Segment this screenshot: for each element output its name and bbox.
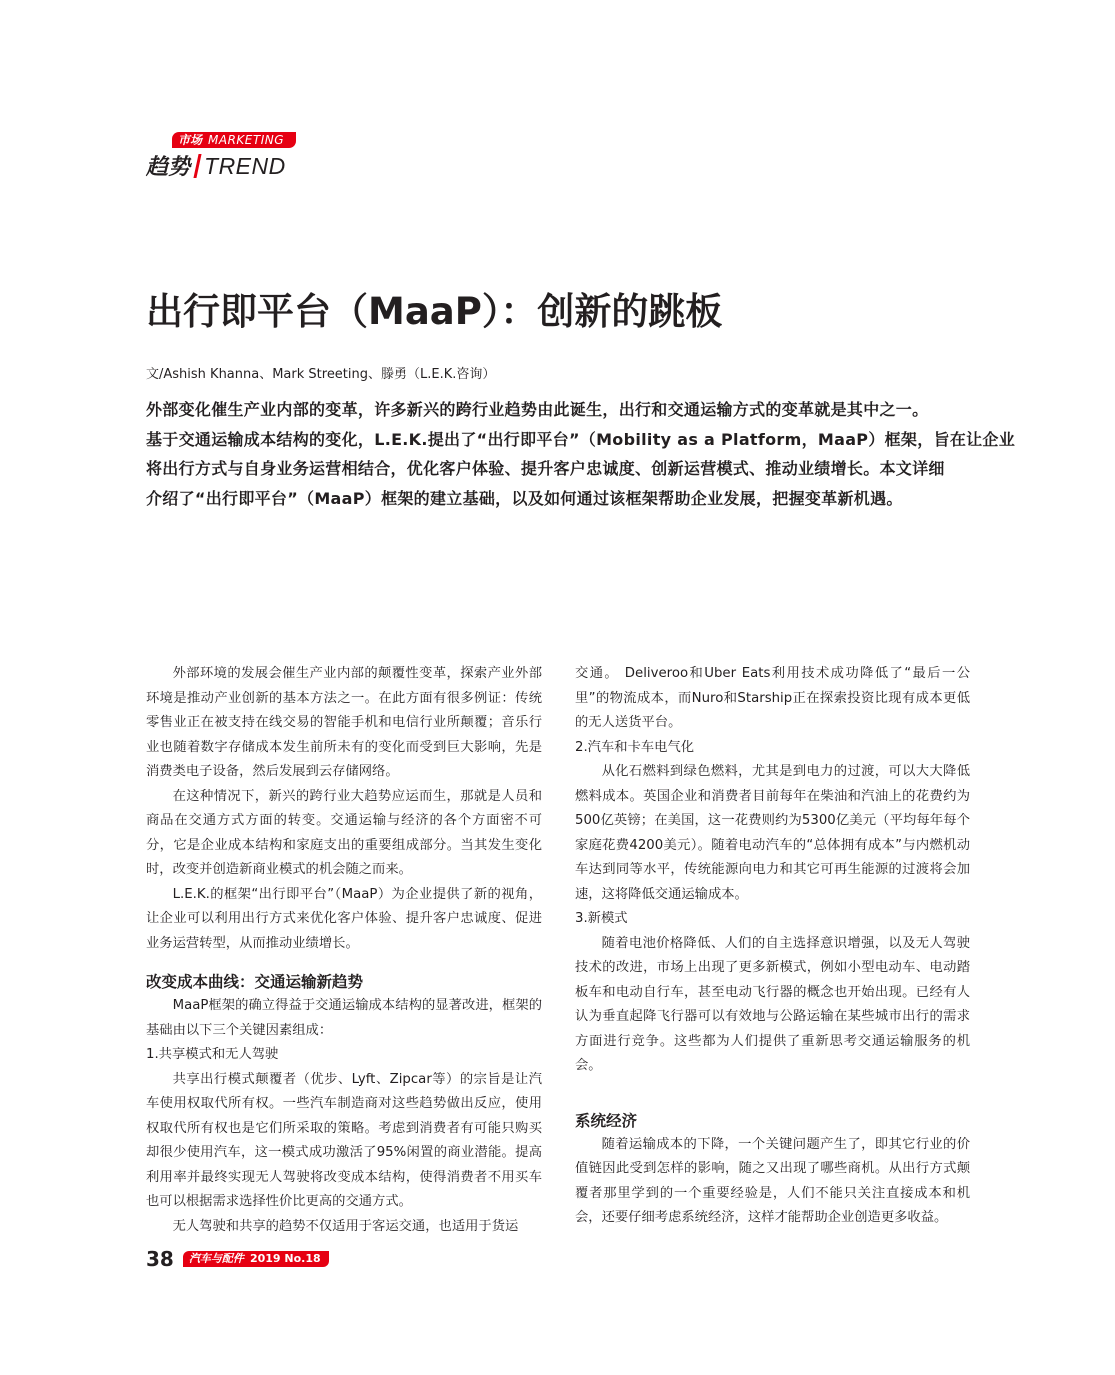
section-tag	[172, 132, 296, 148]
subsection-cn: 趋势	[146, 155, 191, 180]
abstract-line: 外部变化催生产业内部的变革，许多新兴的跨行业趋势由此诞生，出行和交通运输方式的变革就是其中之一。	[146, 400, 929, 419]
subsection-heading: 2.汽车和卡车电气化	[575, 739, 695, 755]
section-heading: 改变成本曲线：交通运输新趋势	[146, 973, 364, 991]
subsection-heading	[146, 150, 286, 182]
paragraph: L.E.K.的框架“出行即平台”（MaaP）为企业提供了新的视角，让企业可以利用出行方式来优化客户体验、提升客户忠诚度、促进业务运营转型，从而推动业绩增长。	[146, 886, 542, 951]
abstract-line: 基于交通运输成本结构的变化，L.E.K.提出了“出行即平台”（Mobility as a Platform，MaaP）框架，旨在让企业	[146, 429, 1016, 449]
paragraph: 无人驾驶和共享的趋势不仅适用于客运交通，也适用于货运	[172, 1218, 519, 1234]
subsection-heading: 3.新模式	[575, 911, 628, 926]
section-heading: 系统经济	[575, 1111, 638, 1130]
abstract-line: 将出行方式与自身业务运营相结合，优化客户体验、提升客户忠诚度、创新运营模式、推动业绩增长。本文详细	[146, 459, 945, 478]
paragraph: 共享出行模式颠覆者（优步、Lyft、Zipcar等）的宗旨是让汽车使用权取代所有权。一些汽车制造商对这些趋势做出反应，使用权取代所有权也是它们所采取的策略。考虑到消费者有可能只购买却很少使用汽车，这一模式成功激活了95%闲置的商业潜能。提高利用率并最终实现无人驾驶将改变成本结构，使得消费者不用买车也可以根据需求选择性价比更高的交通方式。	[146, 1071, 542, 1209]
magazine-badge	[183, 1251, 329, 1267]
paragraph: 在这种情况下，新兴的跨行业大趋势应运而生，那就是人员和商品在交通方式方面的转变。交通运输与经济的各个方面密不可分，它是企业成本结构和家庭支出的重要组成部分。当其发生变化时，改变并创造新商业模式的机会随之而来。	[146, 788, 542, 877]
right-column	[575, 662, 970, 1231]
section-cn: 市场	[178, 133, 203, 147]
page-number: 38	[146, 1247, 174, 1271]
divider-bar	[193, 154, 201, 178]
article-title: 出行即平台（MaaP）：创新的跳板	[146, 290, 723, 333]
page-footer	[146, 1248, 329, 1270]
abstract	[146, 395, 1016, 513]
subsection-heading: 1.共享模式和无人驾驶	[146, 1047, 279, 1062]
byline: 文/Ashish Khanna、Mark Streeting、滕勇（L.E.K.咨询）	[146, 367, 496, 382]
spacer	[146, 956, 542, 970]
subsection-en: TREND	[204, 153, 286, 179]
paragraph: 随着电池价格降低、人们的自主选择意识增强，以及无人驾驶技术的改进，市场上出现了更多新模式，例如小型电动车、电动踏板车和电动自行车，甚至电动飞行器的概念也开始出现。已经有人认为垂直起降飞行器可以有效地与公路运输在某些城市出行的需求方面进行竞争。这些都为人们提供了重新思考交通运输服务的机会。	[575, 935, 970, 1073]
paragraph: MaaP框架的确立得益于交通运输成本结构的显著改进，框架的基础由以下三个关键因素组成：	[146, 998, 542, 1038]
paragraph: 外部环境的发展会催生产业内部的颠覆性变革，探索产业外部环境是推动产业创新的基本方法之一。在此方面有很多例证：传统零售业正在被支持在线交易的智能手机和电信行业所颠覆；音乐行业也随着数字存储成本发生前所未有的变化而受到巨大影响，先是消费类电子设备，然后发展到云存储网络。	[146, 666, 542, 779]
magazine-name: 汽车与配件	[188, 1252, 244, 1265]
spacer	[575, 1079, 970, 1109]
left-column	[146, 662, 542, 1239]
paragraph: 交通。 Deliveroo和Uber Eats利用技术成功降低了“最后一公里”的物流成本，而Nuro和Starship正在探索投资比现有成本更低的无人送货平台。	[575, 666, 970, 730]
paragraph: 从化石燃料到绿色燃料，尤其是到电力的过渡，可以大大降低燃料成本。英国企业和消费者目前每年在柴油和汽油上的花费约为500亿英镑；在美国，这一花费则约为5300亿美元（平均每年每个家庭花费4200美元）。随着电动汽车的“总体拥有成本”与内燃机动车达到同等水平，传统能源向电力和其它可再生能源的过渡将会加速，这将降低交通运输成本。	[575, 764, 970, 902]
abstract-line: 介绍了“出行即平台”（MaaP）框架的建立基础，以及如何通过该框架帮助企业发展，把握变革新机遇。	[146, 488, 903, 508]
issue-number: 2019 No.18	[249, 1252, 321, 1265]
paragraph: 随着运输成本的下降，一个关键问题产生了，即其它行业的价值链因此受到怎样的影响，随之又出现了哪些商机。从出行方式颠覆者那里学到的一个重要经验是，人们不能只关注直接成本和机会，还要仔细考虑系统经济，这样才能帮助企业创造更多收益。	[575, 1136, 970, 1225]
section-en: MARKETING	[208, 133, 285, 147]
